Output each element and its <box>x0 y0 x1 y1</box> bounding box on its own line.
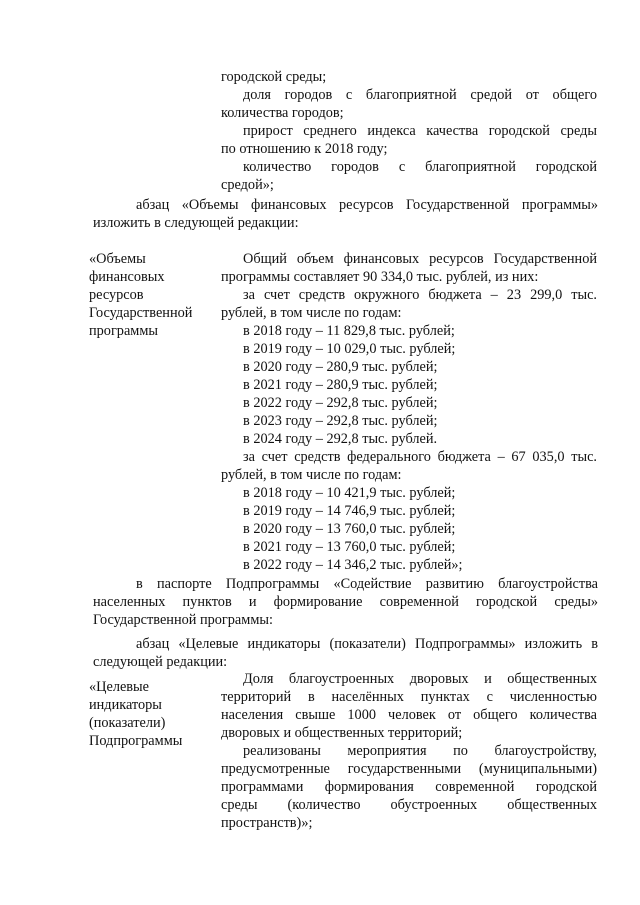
table-value-line: программы составляет 90 334,0 тыс. рублей, из них: <box>221 269 539 285</box>
list-line: количество городов с благоприятной городской <box>243 159 597 175</box>
table-value-line: рублей, в том числе по годам: <box>221 467 402 483</box>
list-line: количества городов; <box>221 105 344 121</box>
paragraph-line: Государственной программы: <box>93 612 273 628</box>
table-value-line: предусмотренные государственными (муниципальными) <box>221 761 597 777</box>
paragraph-line: изложить в следующей редакции: <box>93 215 299 231</box>
paragraph-line: абзац «Целевые индикаторы (показатели) Подпрограммы» изложить в <box>136 636 598 652</box>
table-value-line: за счет средств федерального бюджета – 67 035,0 тыс. <box>243 449 597 465</box>
table-label: индикаторы <box>89 697 162 713</box>
table-label: Подпрограммы <box>89 733 183 749</box>
table-label: (показатели) <box>89 715 166 731</box>
table-value-line: в 2020 году – 280,9 тыс. рублей; <box>243 359 438 375</box>
table-value-line: программами формирования современной городской <box>221 779 597 795</box>
table-value-line: в 2023 году – 292,8 тыс. рублей; <box>243 413 438 429</box>
table-label: программы <box>89 323 159 339</box>
table-label: «Целевые <box>89 679 150 695</box>
table-value-line: дворовых и общественных территорий; <box>221 725 463 741</box>
paragraph-line: следующей редакции: <box>93 654 228 670</box>
table-value-line: в 2019 году – 14 746,9 тыс. рублей; <box>243 503 456 519</box>
table-value-line: населения свыше 1000 человек от общего количества <box>221 707 597 723</box>
list-line: по отношению к 2018 году; <box>221 141 388 157</box>
table-value-line: в 2021 году – 13 760,0 тыс. рублей; <box>243 539 456 555</box>
paragraph-line: абзац «Объемы финансовых ресурсов Государственной программы» <box>136 197 598 213</box>
list-line: прирост среднего индекса качества городской среды <box>243 123 597 139</box>
table-value-line: в 2021 году – 280,9 тыс. рублей; <box>243 377 438 393</box>
paragraph-line: населенных пунктов и формирование современной городской среды» <box>93 594 598 610</box>
list-line: доля городов с благоприятной средой от общего <box>243 87 597 103</box>
list-line: средой»; <box>221 177 274 193</box>
table-label: Государственной <box>89 305 193 321</box>
table-value-line: среды (количество обустроенных общественных <box>221 797 597 813</box>
table-label: финансовых <box>89 269 165 285</box>
table-value-line: Доля благоустроенных дворовых и общественных <box>243 671 597 687</box>
list-line: городской среды; <box>221 69 327 85</box>
table-value-line: в 2018 году – 11 829,8 тыс. рублей; <box>243 323 455 339</box>
table-value-line: в 2022 году – 292,8 тыс. рублей; <box>243 395 438 411</box>
table-value-line: в 2022 году – 14 346,2 тыс. рублей»; <box>243 557 463 573</box>
table-value-line: в 2024 году – 292,8 тыс. рублей. <box>243 431 438 447</box>
table-value-line: территорий в населённых пунктах с численностью <box>221 689 597 705</box>
table-value-line: в 2020 году – 13 760,0 тыс. рублей; <box>243 521 456 537</box>
table-label: ресурсов <box>89 287 144 303</box>
table-label: «Объемы <box>89 251 146 267</box>
table-value-line: в 2019 году – 10 029,0 тыс. рублей; <box>243 341 456 357</box>
table-value-line: рублей, в том числе по годам: <box>221 305 402 321</box>
table-value-line: в 2018 году – 10 421,9 тыс. рублей; <box>243 485 456 501</box>
table-value-line: реализованы мероприятия по благоустройству, <box>243 743 597 759</box>
table-value-line: Общий объем финансовых ресурсов Государственной <box>243 251 597 267</box>
table-value-line: за счет средств окружного бюджета – 23 299,0 тыс. <box>243 287 597 303</box>
table-value-line: пространств)»; <box>221 815 313 831</box>
paragraph-line: в паспорте Подпрограммы «Содействие развитию благоустройства <box>136 576 598 592</box>
